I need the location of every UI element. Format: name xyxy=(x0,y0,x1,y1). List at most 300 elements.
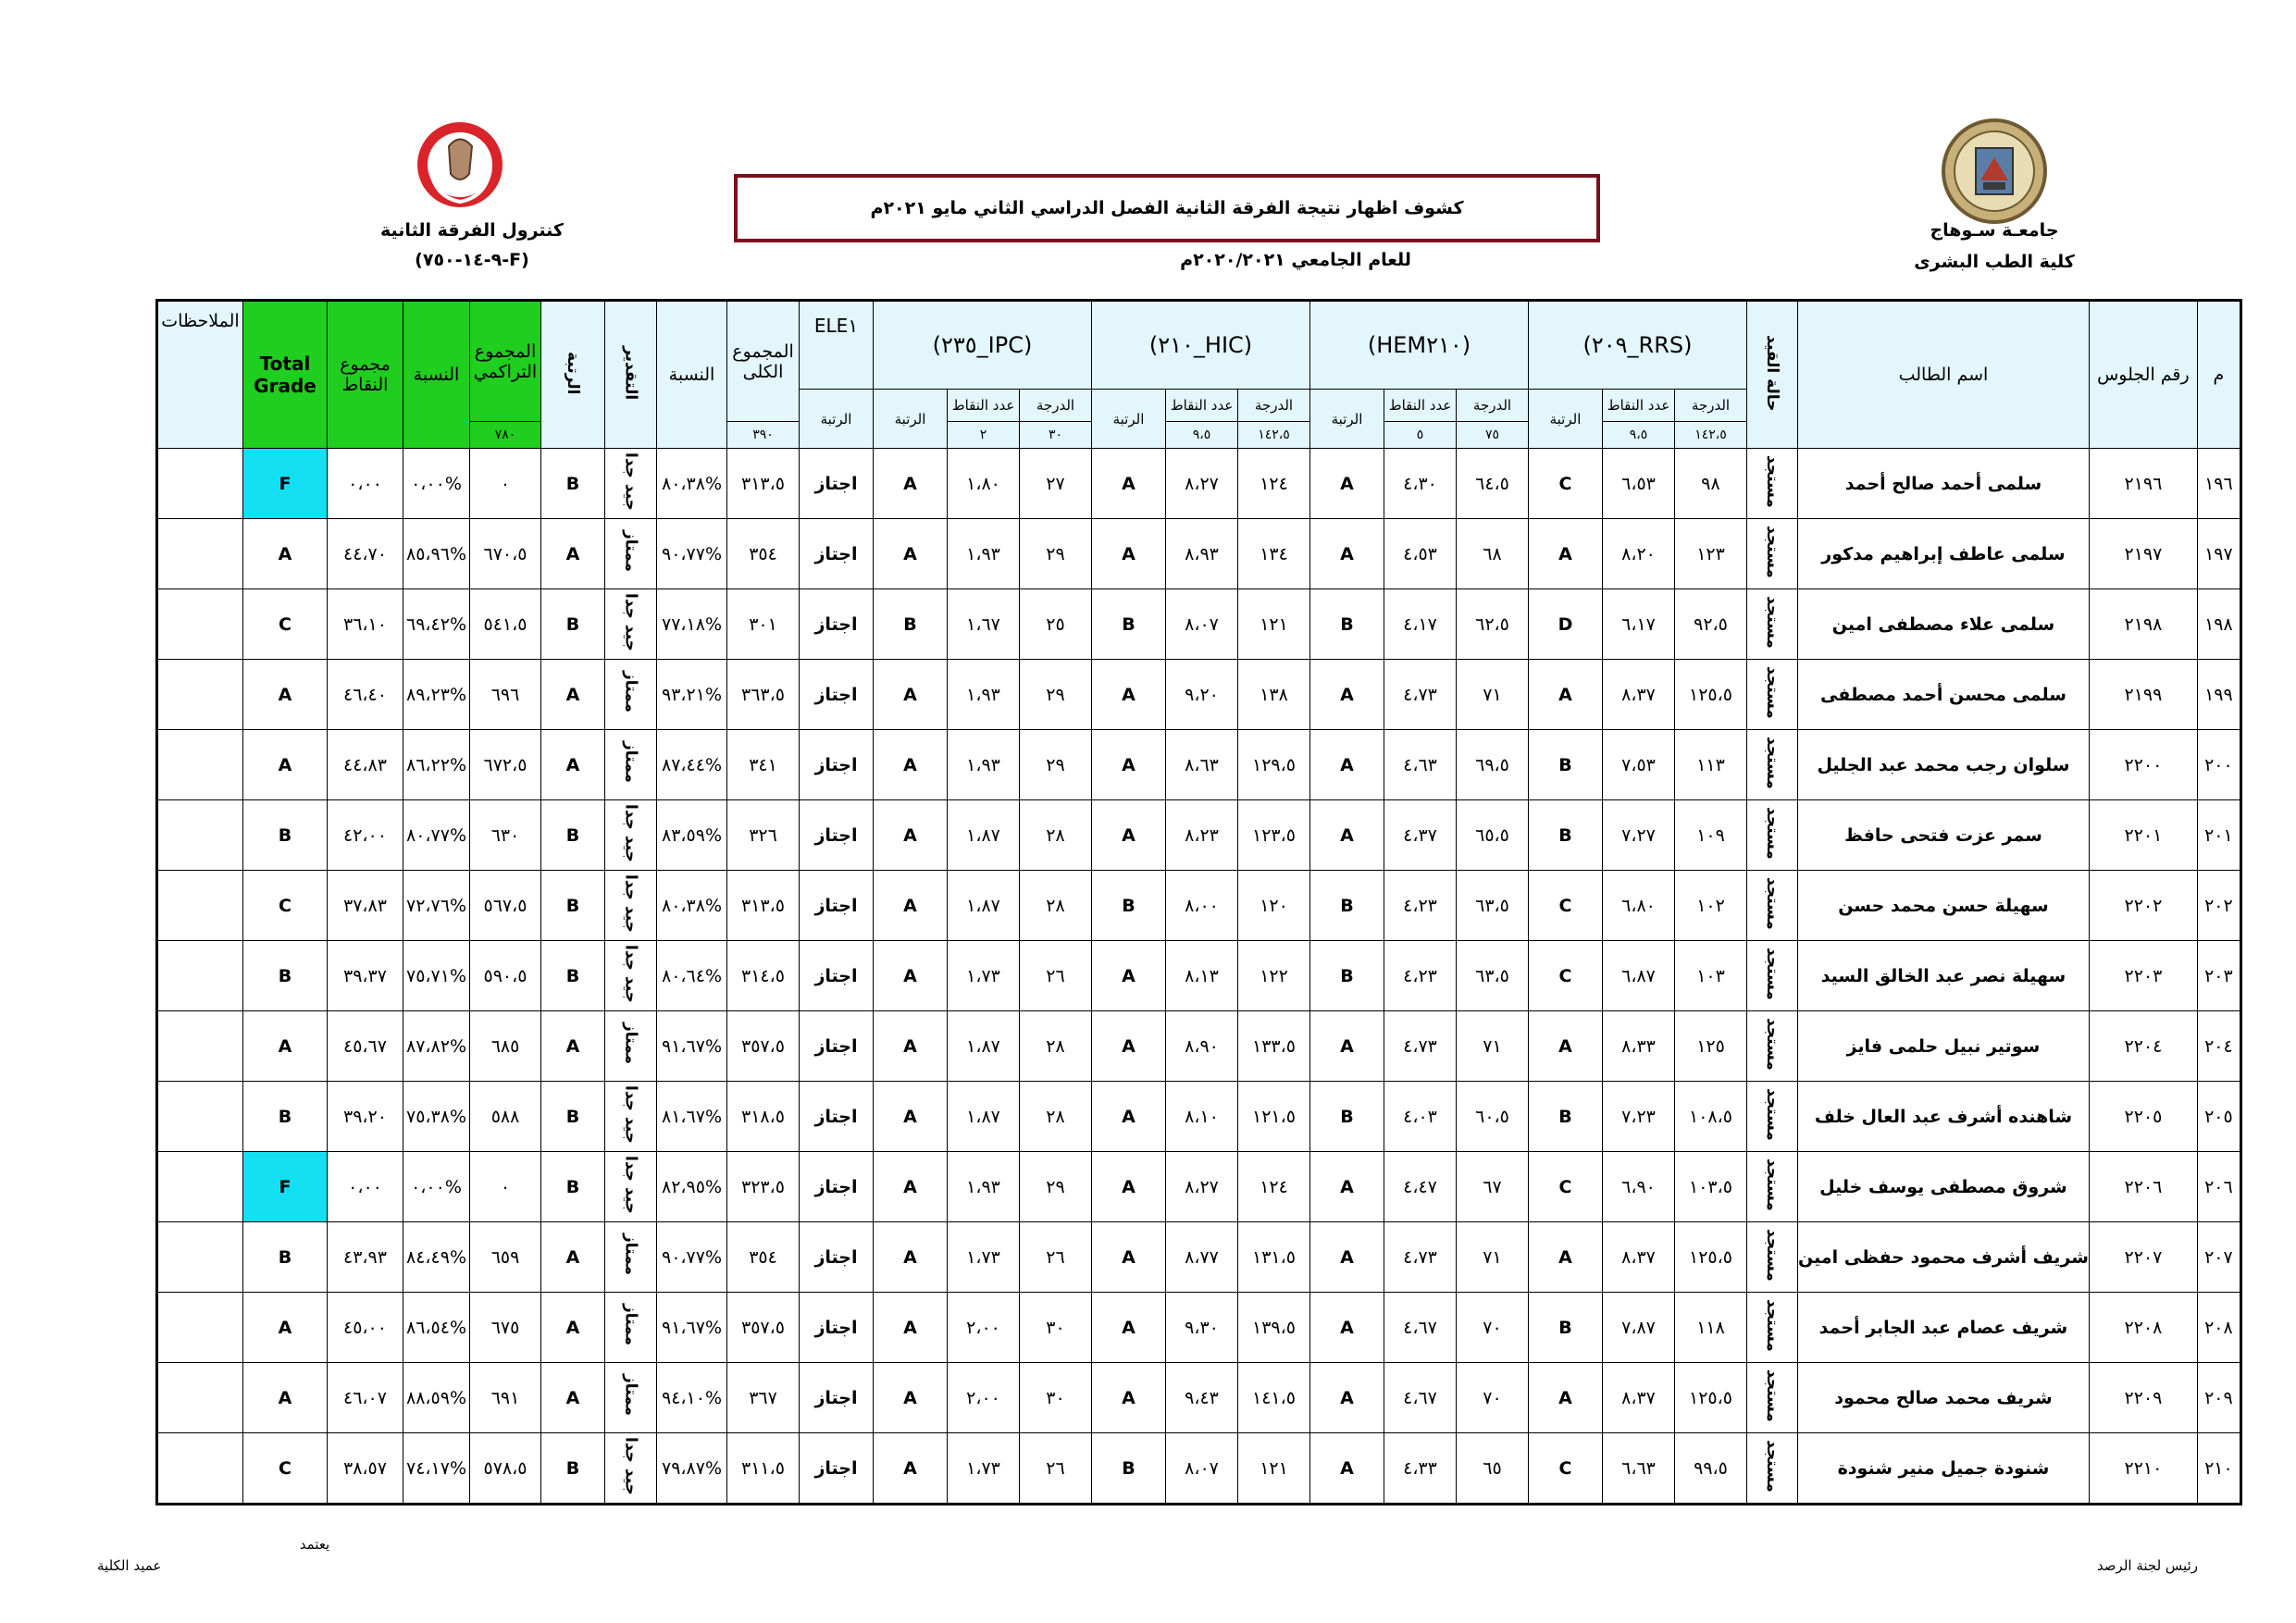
status-cell xyxy=(1747,730,1798,800)
rrs-degree-cell: ١٠٩ xyxy=(1675,800,1747,871)
estimate-cell xyxy=(605,1293,657,1363)
estimate-text: جيد جدا xyxy=(621,803,640,862)
estimate-cell xyxy=(605,941,657,1011)
cumulative-total-cell: ٠ xyxy=(470,449,541,519)
student-name-cell: سهيلة نصر عبد الخالق السيد xyxy=(1798,941,2090,1011)
rrs-points-cell: ٦،١٧ xyxy=(1603,589,1675,660)
ipc-rank-cell: A xyxy=(874,730,948,800)
overall-rank-cell: A xyxy=(541,1011,605,1082)
row-number-cell: ٢٠٢ xyxy=(2197,871,2240,941)
cumulative-total-cell: ٦٧٥ xyxy=(470,1293,541,1363)
status-text: مستجد xyxy=(1763,806,1781,860)
estimate-text: جيد جدا xyxy=(621,452,640,511)
rrs-points-cell: ٦،٥٣ xyxy=(1603,449,1675,519)
hem-rank-cell: A xyxy=(1310,1363,1384,1433)
ele-result-cell: اجتاز xyxy=(800,1363,874,1433)
rrs-points-cell: ٨،٣٧ xyxy=(1603,660,1675,730)
hem-degree-cell: ٦٧ xyxy=(1457,1152,1529,1222)
rrs-points-cell: ٦،٦٣ xyxy=(1603,1433,1675,1505)
rrs-points-cell: ٧،٢٣ xyxy=(1603,1082,1675,1152)
points-total-cell: ٤٤،٨٣ xyxy=(328,730,403,800)
estimate-text: جيد جدا xyxy=(621,1084,640,1144)
ele-result-cell: اجتاز xyxy=(800,1082,874,1152)
rrs-rank-cell: A xyxy=(1529,519,1603,589)
status-text: مستجد xyxy=(1763,1087,1781,1141)
hic-rank-cell: A xyxy=(1092,1222,1166,1293)
percent-cell: %٨٣،٥٩ xyxy=(657,800,727,871)
total-score-cell: ٣٢٦ xyxy=(727,800,800,871)
hic-rank-cell: A xyxy=(1092,1011,1166,1082)
ipc-degree-cell: ٢٩ xyxy=(1020,519,1092,589)
hic-degree-cell: ١٤١،٥ xyxy=(1238,1363,1310,1433)
hic-rank-cell: A xyxy=(1092,800,1166,871)
col-total-grade xyxy=(243,301,328,449)
rrs-degree-cell: ١١٣ xyxy=(1675,730,1747,800)
ipc-degree-cell: ٣٠ xyxy=(1020,1293,1092,1363)
course-ipc: (IPC_٢٣٥) xyxy=(874,301,1092,390)
rrs-points-cell: ٦،٨٠ xyxy=(1603,871,1675,941)
ipc-points-cell: ١،٧٣ xyxy=(948,1222,1020,1293)
cumulative-total-cell: ٥٤١،٥ xyxy=(470,589,541,660)
hic-points-cell: ٨،٢٣ xyxy=(1166,800,1238,871)
seat-number-cell: ٢٢١٠ xyxy=(2089,1433,2197,1505)
points-total-cell: ٣٨،٥٧ xyxy=(328,1433,403,1505)
ipc-points-cell: ١،٨٧ xyxy=(948,871,1020,941)
seat-number-cell: ٢٢٠٠ xyxy=(2089,730,2197,800)
overall-rank-cell: A xyxy=(541,1222,605,1293)
hem-degree-cell: ٦٥،٥ xyxy=(1457,800,1529,871)
control-code: (٩-١٤-٧٥٠-F) xyxy=(415,250,529,270)
row-number-cell: ٢٠١ xyxy=(2197,800,2240,871)
points-total-cell: ٤٥،٦٧ xyxy=(328,1011,403,1082)
hem-degree-cell: ٦٣،٥ xyxy=(1457,871,1529,941)
col-estimate xyxy=(605,301,657,449)
percent-cell: %٨٠،٣٨ xyxy=(657,449,727,519)
rrs-degree-cell: ١٢٥،٥ xyxy=(1675,1363,1747,1433)
overall-rank-cell: B xyxy=(541,449,605,519)
table-row xyxy=(157,1082,2241,1152)
table-row xyxy=(157,449,2241,519)
hic-rank-cell: A xyxy=(1092,660,1166,730)
estimate-cell xyxy=(605,660,657,730)
rrs-degree-cell: ١٠٣ xyxy=(1675,941,1747,1011)
ipc-rank-cell: A xyxy=(874,941,948,1011)
overall-rank-cell: A xyxy=(541,519,605,589)
hem-points-cell: ٤،٢٣ xyxy=(1384,871,1457,941)
col-percent: النسبة xyxy=(657,301,727,449)
course-rrs: (RRS_٢٠٩) xyxy=(1529,301,1747,390)
hem-max-points: ٥ xyxy=(1384,422,1457,449)
student-name-cell: سلمى أحمد صالح أحمد xyxy=(1798,449,2090,519)
hic-degree-cell: ١٢٩،٥ xyxy=(1238,730,1310,800)
total-grade-cell: A xyxy=(243,1363,328,1433)
estimate-cell xyxy=(605,1011,657,1082)
total-grade-cell: B xyxy=(243,1222,328,1293)
rrs-degree-cell: ٩٢،٥ xyxy=(1675,589,1747,660)
hem-points-cell: ٤،٦٧ xyxy=(1384,1293,1457,1363)
hem-rank-cell: A xyxy=(1310,660,1384,730)
hic-points-cell: ٩،٤٣ xyxy=(1166,1363,1238,1433)
rrs-rank-cell: D xyxy=(1529,589,1603,660)
rrs-degree-cell: ١٢٥،٥ xyxy=(1675,660,1747,730)
status-cell xyxy=(1747,1433,1798,1505)
ele-result-cell: اجتاز xyxy=(800,871,874,941)
total-grade-cell: B xyxy=(243,800,328,871)
hic-rank-cell: B xyxy=(1092,1433,1166,1505)
hem-degree-cell: ٦٥ xyxy=(1457,1433,1529,1505)
hic-points-cell: ٨،١٠ xyxy=(1166,1082,1238,1152)
rrs-rank-cell: A xyxy=(1529,1011,1603,1082)
ele-result-cell: اجتاز xyxy=(800,519,874,589)
total-grade-cell: F xyxy=(243,1152,328,1222)
rrs-degree-cell: ١٠٢ xyxy=(1675,871,1747,941)
cumulative-percent-cell: %٨٥،٩٦ xyxy=(403,519,470,589)
hem-points-header: عدد النقاط xyxy=(1384,390,1457,422)
estimate-cell xyxy=(605,730,657,800)
ipc-max-degree: ٣٠ xyxy=(1020,422,1092,449)
monitoring-head-label: رئيس لجنة الرصد xyxy=(2096,1557,2198,1574)
ipc-degree-cell: ٢٨ xyxy=(1020,800,1092,871)
ele-result-cell: اجتاز xyxy=(800,589,874,660)
total-score-cell: ٣١١،٥ xyxy=(727,1433,800,1505)
cumulative-percent-cell: %٨٦،٢٢ xyxy=(403,730,470,800)
points-total-cell: ٠،٠٠ xyxy=(328,1152,403,1222)
hem-rank-cell: A xyxy=(1310,1152,1384,1222)
col-seat: رقم الجلوس xyxy=(2089,301,2197,449)
percent-cell: %٨٢،٩٥ xyxy=(657,1152,727,1222)
table-row xyxy=(157,1152,2241,1222)
hem-points-cell: ٤،٧٣ xyxy=(1384,1011,1457,1082)
hic-points-cell: ٨،١٣ xyxy=(1166,941,1238,1011)
total-score-cell: ٣١٤،٥ xyxy=(727,941,800,1011)
overall-rank-cell: B xyxy=(541,1152,605,1222)
student-name-cell: شنودة جميل منير شنودة xyxy=(1798,1433,2090,1505)
cumulative-total-cell: ٦٥٩ xyxy=(470,1222,541,1293)
rrs-points-cell: ٧،٢٧ xyxy=(1603,800,1675,871)
hic-points-cell: ٨،٠٠ xyxy=(1166,871,1238,941)
ipc-degree-header: الدرجة xyxy=(1020,390,1092,422)
row-number-cell: ١٩٨ xyxy=(2197,589,2240,660)
table-row xyxy=(157,1222,2241,1293)
overall-rank-cell: B xyxy=(541,589,605,660)
rrs-degree-header: الدرجة xyxy=(1675,390,1747,422)
student-name-cell: شريف أشرف محمود حفظى امين xyxy=(1798,1222,2090,1293)
rrs-rank-cell: B xyxy=(1529,1293,1603,1363)
rrs-points-cell: ٦،٨٧ xyxy=(1603,941,1675,1011)
hem-max-degree: ٧٥ xyxy=(1457,422,1529,449)
status-cell xyxy=(1747,660,1798,730)
percent-cell: %٧٩،٨٧ xyxy=(657,1433,727,1505)
row-number-cell: ٢٠٧ xyxy=(2197,1222,2240,1293)
rrs-degree-cell: ١٢٥،٥ xyxy=(1675,1222,1747,1293)
rrs-degree-cell: ١٢٣ xyxy=(1675,519,1747,589)
row-number-cell: ٢٠٤ xyxy=(2197,1011,2240,1082)
hem-degree-cell: ٦٩،٥ xyxy=(1457,730,1529,800)
percent-cell: %٨١،٦٧ xyxy=(657,1082,727,1152)
estimate-cell xyxy=(605,1082,657,1152)
hem-rank-cell: A xyxy=(1310,449,1384,519)
overall-rank-cell: A xyxy=(541,730,605,800)
status-cell xyxy=(1747,1363,1798,1433)
notes-cell xyxy=(157,941,243,1011)
hem-degree-cell: ٦٠،٥ xyxy=(1457,1082,1529,1152)
row-number-cell: ٢٠٦ xyxy=(2197,1152,2240,1222)
status-cell xyxy=(1747,449,1798,519)
rrs-points-header: عدد النقاط xyxy=(1603,390,1675,422)
rrs-rank-cell: B xyxy=(1529,730,1603,800)
notes-cell xyxy=(157,730,243,800)
ele-result-cell: اجتاز xyxy=(800,1293,874,1363)
notes-cell xyxy=(157,519,243,589)
hic-rank-cell: A xyxy=(1092,519,1166,589)
total-score-cell: ٣٠١ xyxy=(727,589,800,660)
rrs-rank-cell: C xyxy=(1529,1433,1603,1505)
row-number-cell: ١٩٩ xyxy=(2197,660,2240,730)
status-cell xyxy=(1747,1011,1798,1082)
rrs-points-cell: ٨،٣٧ xyxy=(1603,1363,1675,1433)
hic-points-cell: ٨،٩٠ xyxy=(1166,1011,1238,1082)
results-table xyxy=(155,299,2242,1505)
notes-cell xyxy=(157,1222,243,1293)
ele-result-cell: اجتاز xyxy=(800,660,874,730)
total-score-cell: ٣٦٣،٥ xyxy=(727,660,800,730)
page-title xyxy=(734,174,1600,242)
ipc-rank-cell: A xyxy=(874,1363,948,1433)
ipc-points-cell: ١،٩٣ xyxy=(948,660,1020,730)
notes-cell xyxy=(157,1363,243,1433)
table-row xyxy=(157,1363,2241,1433)
hic-degree-cell: ١٢١ xyxy=(1238,589,1310,660)
estimate-text: جيد جدا xyxy=(621,873,640,933)
academic-year: للعام الجامعي ٢٠٢٠/٢٠٢١م xyxy=(1180,250,1411,270)
hem-degree-cell: ٧١ xyxy=(1457,1011,1529,1082)
status-text: مستجد xyxy=(1763,1017,1781,1071)
rrs-rank-cell: C xyxy=(1529,871,1603,941)
row-number-cell: ٢٠٩ xyxy=(2197,1363,2240,1433)
cumulative-total-cell: ٥٨٨ xyxy=(470,1082,541,1152)
max-total: ٣٩٠ xyxy=(727,422,800,449)
rrs-points-cell: ٨،٣٧ xyxy=(1603,1222,1675,1293)
points-total-cell: ٤٥،٠٠ xyxy=(328,1293,403,1363)
cumulative-percent-cell: %٨٧،٨٢ xyxy=(403,1011,470,1082)
seat-number-cell: ٢٢٠٦ xyxy=(2089,1152,2197,1222)
rrs-rank-cell: C xyxy=(1529,449,1603,519)
status-text: مستجد xyxy=(1763,525,1781,578)
status-text: مستجد xyxy=(1763,595,1781,649)
hic-degree-cell: ١٣٤ xyxy=(1238,519,1310,589)
overall-rank-cell: B xyxy=(541,871,605,941)
ipc-points-cell: ١،٩٣ xyxy=(948,519,1020,589)
ipc-points-cell: ١،٨٧ xyxy=(948,800,1020,871)
total-score-cell: ٣١٨،٥ xyxy=(727,1082,800,1152)
total-grade-cell: F xyxy=(243,449,328,519)
ipc-rank-cell: A xyxy=(874,449,948,519)
estimate-text: ممتاز xyxy=(621,741,640,784)
table-row xyxy=(157,871,2241,941)
cumulative-total-cell: ٦٧٠،٥ xyxy=(470,519,541,589)
cumulative-percent-cell: %٧٤،١٧ xyxy=(403,1433,470,1505)
total-grade-cell: B xyxy=(243,941,328,1011)
university-name: جامعـة سـوهاج xyxy=(1930,220,2059,241)
ipc-rank-cell: A xyxy=(874,800,948,871)
rrs-degree-cell: ١٠٣،٥ xyxy=(1675,1152,1747,1222)
hem-rank-cell: A xyxy=(1310,519,1384,589)
hic-rank-cell: A xyxy=(1092,1293,1166,1363)
overall-rank-cell: A xyxy=(541,1293,605,1363)
overall-rank-cell: B xyxy=(541,1082,605,1152)
estimate-cell xyxy=(605,449,657,519)
notes-cell xyxy=(157,660,243,730)
ipc-points-cell: ١،٨٧ xyxy=(948,1011,1020,1082)
hic-points-cell: ٨،٧٧ xyxy=(1166,1222,1238,1293)
rrs-points-cell: ٨،٣٣ xyxy=(1603,1011,1675,1082)
rrs-rank-header: الرتبة xyxy=(1529,390,1603,449)
estimate-cell xyxy=(605,1152,657,1222)
rrs-rank-cell: B xyxy=(1529,1082,1603,1152)
hem-rank-cell: B xyxy=(1310,589,1384,660)
table-row xyxy=(157,589,2241,660)
percent-cell: %٩٣،٢١ xyxy=(657,660,727,730)
overall-rank-cell: B xyxy=(541,800,605,871)
estimate-text: ممتاز xyxy=(621,1374,640,1417)
cumulative-percent-cell: %٨٩،٢٣ xyxy=(403,660,470,730)
overall-rank-cell: B xyxy=(541,1433,605,1505)
cumulative-total-cell: ٦٣٠ xyxy=(470,800,541,871)
status-cell xyxy=(1747,519,1798,589)
cumulative-percent-cell: %٧٥،٧١ xyxy=(403,941,470,1011)
cumulative-percent-cell: %٧٥،٣٨ xyxy=(403,1082,470,1152)
total-grade-cell: B xyxy=(243,1082,328,1152)
hem-rank-cell: B xyxy=(1310,871,1384,941)
cumulative-percent-cell: %٦٩،٤٢ xyxy=(403,589,470,660)
status-cell xyxy=(1747,1222,1798,1293)
seat-number-cell: ٢٢٠٢ xyxy=(2089,871,2197,941)
col-total: المجموع الكلى xyxy=(727,301,800,422)
total-grade-cell: C xyxy=(243,1433,328,1505)
hic-degree-cell: ١٢٢ xyxy=(1238,941,1310,1011)
row-number-cell: ٢٠٨ xyxy=(2197,1293,2240,1363)
estimate-text: ممتاز xyxy=(621,671,640,713)
total-grade-cell: A xyxy=(243,1011,328,1082)
cumulative-total-cell: ٦٨٥ xyxy=(470,1011,541,1082)
percent-cell: %٩٠،٧٧ xyxy=(657,1222,727,1293)
rrs-points-cell: ٦،٩٠ xyxy=(1603,1152,1675,1222)
ele-result-cell: اجتاز xyxy=(800,730,874,800)
table-row xyxy=(157,1011,2241,1082)
hem-points-cell: ٤،٦٧ xyxy=(1384,1363,1457,1433)
status-text: مستجد xyxy=(1763,736,1781,789)
hic-points-header: عدد النقاط xyxy=(1166,390,1238,422)
hem-rank-cell: A xyxy=(1310,1222,1384,1293)
cumulative-percent-cell: %٨٨،٥٩ xyxy=(403,1363,470,1433)
points-total-cell: ٠،٠٠ xyxy=(328,449,403,519)
estimate-cell xyxy=(605,800,657,871)
cumulative-total-cell: ٦٧٢،٥ xyxy=(470,730,541,800)
student-name-cell: سلوان رجب محمد عبد الجليل xyxy=(1798,730,2090,800)
seat-number-cell: ٢٢٠٧ xyxy=(2089,1222,2197,1293)
ipc-points-cell: ١،٨٠ xyxy=(948,449,1020,519)
seat-number-cell: ٢٢٠٥ xyxy=(2089,1082,2197,1152)
hic-points-cell: ٩،٣٠ xyxy=(1166,1293,1238,1363)
hem-points-cell: ٤،٣٧ xyxy=(1384,800,1457,871)
hic-rank-header: الرتبة xyxy=(1092,390,1166,449)
ipc-points-cell: ١،٧٣ xyxy=(948,1433,1020,1505)
status-text: مستجد xyxy=(1763,1439,1781,1493)
estimate-text: جيد جدا xyxy=(621,944,640,1003)
points-total-cell: ٣٧،٨٣ xyxy=(328,871,403,941)
overall-rank-cell: B xyxy=(541,941,605,1011)
hem-degree-header: الدرجة xyxy=(1457,390,1529,422)
hic-max-degree: ١٤٢،٥ xyxy=(1238,422,1310,449)
hem-rank-cell: A xyxy=(1310,1011,1384,1082)
percent-cell: %٨٠،٣٨ xyxy=(657,871,727,941)
table-row xyxy=(157,730,2241,800)
hic-rank-cell: A xyxy=(1092,941,1166,1011)
cumulative-percent-cell: %٨٤،٤٩ xyxy=(403,1222,470,1293)
seat-number-cell: ٢٢٠٨ xyxy=(2089,1293,2197,1363)
hem-points-cell: ٤،٧٣ xyxy=(1384,660,1457,730)
ipc-degree-cell: ٢٩ xyxy=(1020,1152,1092,1222)
hem-points-cell: ٤،٤٧ xyxy=(1384,1152,1457,1222)
estimate-cell xyxy=(605,519,657,589)
percent-cell: %٩١،٦٧ xyxy=(657,1011,727,1082)
student-name-cell: شاهنده أشرف عبد العال خلف xyxy=(1798,1082,2090,1152)
ipc-rank-cell: A xyxy=(874,1011,948,1082)
estimate-cell xyxy=(605,871,657,941)
hic-degree-cell: ١٢١ xyxy=(1238,1433,1310,1505)
status-cell xyxy=(1747,1152,1798,1222)
status-text: مستجد xyxy=(1763,454,1781,508)
hic-degree-cell: ١٢٠ xyxy=(1238,871,1310,941)
hem-rank-cell: A xyxy=(1310,800,1384,871)
hem-degree-cell: ٦٣،٥ xyxy=(1457,941,1529,1011)
points-total-cell: ٤٦،٤٠ xyxy=(328,660,403,730)
ele-result-cell: اجتاز xyxy=(800,1152,874,1222)
hic-rank-cell: A xyxy=(1092,449,1166,519)
seat-number-cell: ٢١٩٨ xyxy=(2089,589,2197,660)
seat-number-cell: ٢١٩٦ xyxy=(2089,449,2197,519)
rrs-points-cell: ٨،٢٠ xyxy=(1603,519,1675,589)
status-cell xyxy=(1747,589,1798,660)
estimate-cell xyxy=(605,1222,657,1293)
hic-rank-cell: A xyxy=(1092,1363,1166,1433)
hic-points-cell: ٨،٦٣ xyxy=(1166,730,1238,800)
faculty-name: كلية الطب البشرى xyxy=(1914,252,2075,272)
ele-result-cell: اجتاز xyxy=(800,449,874,519)
notes-cell xyxy=(157,589,243,660)
status-text: مستجد xyxy=(1763,1298,1781,1352)
points-total-cell: ٤٦،٠٧ xyxy=(328,1363,403,1433)
table-row xyxy=(157,1293,2241,1363)
total-score-cell: ٣٦٧ xyxy=(727,1363,800,1433)
hem-degree-cell: ٧٠ xyxy=(1457,1293,1529,1363)
faculty-logo xyxy=(403,118,518,211)
hem-rank-cell: A xyxy=(1310,730,1384,800)
hem-points-cell: ٤،٠٣ xyxy=(1384,1082,1457,1152)
hem-rank-cell: B xyxy=(1310,1082,1384,1152)
seat-number-cell: ٢٢٠١ xyxy=(2089,800,2197,871)
hic-degree-cell: ١٣٣،٥ xyxy=(1238,1011,1310,1082)
overall-rank-cell: A xyxy=(541,660,605,730)
hem-points-cell: ٤،٢٣ xyxy=(1384,941,1457,1011)
notes-cell xyxy=(157,1082,243,1152)
cumulative-total-cell: ٥٩٠،٥ xyxy=(470,941,541,1011)
rrs-points-cell: ٧،٨٧ xyxy=(1603,1293,1675,1363)
row-number-cell: ٢٠٣ xyxy=(2197,941,2240,1011)
status-cell xyxy=(1747,800,1798,871)
ipc-degree-cell: ٢٨ xyxy=(1020,871,1092,941)
status-cell xyxy=(1747,871,1798,941)
